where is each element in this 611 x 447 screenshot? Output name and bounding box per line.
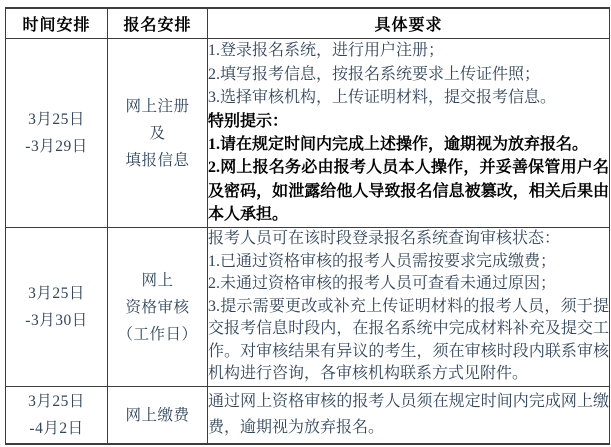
time-end-date: -3月30日: [25, 312, 88, 329]
requirement-item: 2.未通过资格审核的报考人员可查看未通过原因；: [208, 275, 557, 293]
requirement-item: 1.登录报名系统，进行用户注册；: [208, 42, 445, 60]
table-row-online-payment: [6, 387, 610, 445]
requirement-intro: 报考人员可在该时段登录报名系统查询审核状态：: [208, 230, 561, 248]
special-notice-title: 特别提示：: [208, 112, 289, 130]
arrangement-label-line: （工作日）: [117, 325, 198, 343]
arrangement-label-line: 填报信息: [125, 151, 190, 169]
arrangement-label-line: 及: [149, 124, 166, 142]
requirement-item: 1.已通过资格审核的报考人员需按要求完成缴费；: [208, 252, 557, 270]
time-cell-payment: [6, 387, 108, 445]
header-registration-arrangement: 报名安排: [108, 8, 208, 39]
table-header-row: [6, 8, 610, 39]
arrangement-label-line: 资格审核: [125, 298, 190, 316]
header-specific-requirements: 具体要求: [208, 8, 610, 39]
requirement-item: 2.填写报考信息，按报名系统要求上传证件照；: [208, 65, 541, 83]
requirement-text: 通过网上资格审核的报考人员须在规定时间内完成网上缴费，逾期视为放弃报名。: [208, 393, 609, 436]
header-time-schedule: 时间安排: [6, 8, 108, 39]
arrangement-label-line: 网上注册: [125, 97, 190, 115]
requirements-cell-registration: [208, 39, 610, 228]
special-notice-item: 2.网上报名务必由报考人员本人操作，并妥善保管用户名及密码，如泄露给他人导致报名信息被篡改，相关后果由本人承担。: [208, 159, 609, 224]
arrangement-cell-review: [108, 228, 208, 387]
arrangement-cell-registration: [108, 39, 208, 228]
time-cell-review: [6, 228, 108, 387]
requirement-item: 3.提示需要更改或补充上传证明材料的报考人员，须于提交报考信息时段内，在报名系统中完成材料补充及提交工作。对审核结果有异议的考生，须在审核时段内联系审核机构进行咨询，各审核机构联系方式见附件。: [208, 297, 609, 383]
arrangement-label-line: 网上缴费: [125, 406, 190, 424]
time-start-date: 3月25日: [28, 285, 85, 302]
time-start-date: 3月25日: [28, 393, 85, 410]
arrangement-cell-payment: [108, 387, 208, 445]
time-cell-registration: [6, 39, 108, 228]
registration-schedule-table: [5, 7, 610, 445]
table-row-qualification-review: [6, 228, 610, 387]
table-row-online-registration: [6, 39, 610, 228]
special-notice-item: 1.请在规定时间内完成上述操作，逾期视为放弃报名。: [208, 136, 589, 153]
arrangement-label-line: 网上: [141, 271, 174, 289]
requirements-cell-payment: [208, 387, 610, 445]
time-end-date: -3月29日: [25, 138, 88, 155]
time-end-date: -4月2日: [29, 420, 84, 437]
time-start-date: 3月25日: [28, 111, 85, 128]
requirements-cell-review: [208, 228, 610, 387]
requirement-item: 3.选择审核机构，上传证明材料，提交报考信息。: [208, 89, 557, 107]
